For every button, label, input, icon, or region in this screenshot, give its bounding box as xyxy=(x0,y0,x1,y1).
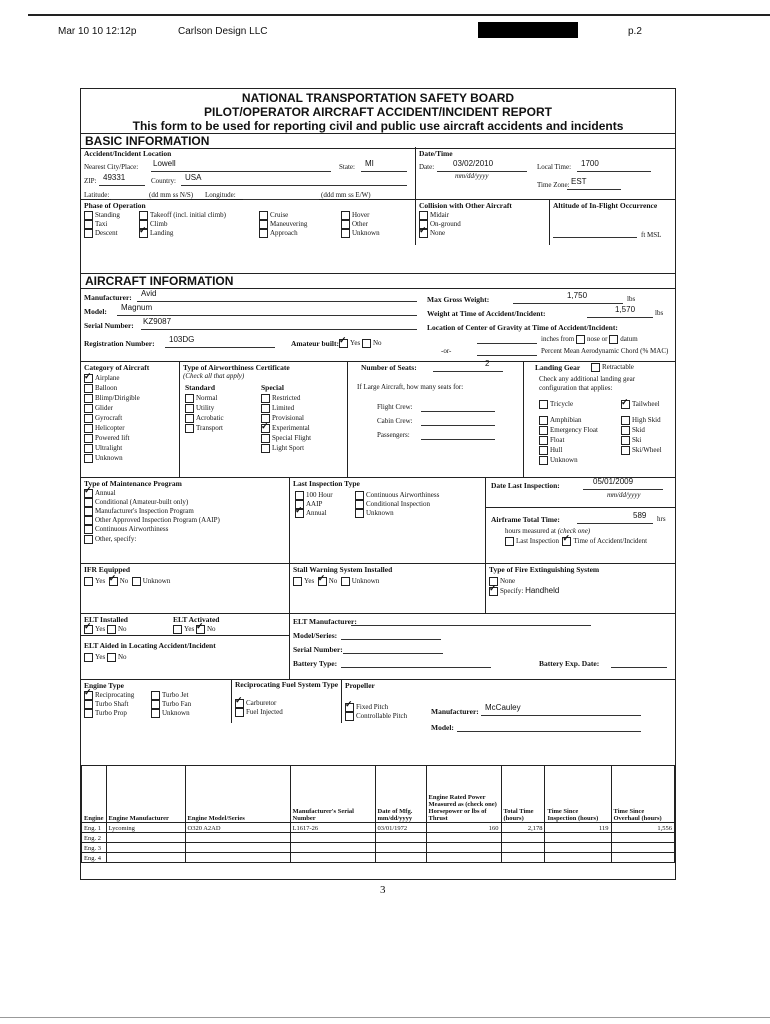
aircraft-id-block: Manufacturer: Avid Model: Magnum Serial Number: KZ9087 Registration Number: 103DG Amateur built: ✓ Yes No Max Gross Weight: 1,750 lbs Weight at Time of Accident/Incident: 1,570 lbs Location of Center of Gravity at Time of Accident/Incident: inches from nose or datum -or- Percent Mean Aerodynamic Chord (% MAC) xyxy=(81,289,675,361)
aft-lastinsp-checkbox[interactable] xyxy=(505,537,514,546)
gear-emergencyfloat-checkbox[interactable] xyxy=(539,426,548,435)
reg-field[interactable]: 103DG xyxy=(169,335,195,344)
ifr-no-checkbox[interactable] xyxy=(109,577,118,586)
fuel-carburetor-checkbox[interactable] xyxy=(235,699,244,708)
bottom-rule xyxy=(0,1017,770,1018)
prop-fixed-checkbox[interactable] xyxy=(345,703,354,712)
elt-battery-label: Battery Type: xyxy=(293,659,338,668)
collision-label: Collision with Other Aircraft xyxy=(419,201,512,210)
cat-blimp-checkbox[interactable] xyxy=(84,394,93,403)
large-label: If Large Aircraft, how many seats for: xyxy=(357,383,464,391)
cat-gyrocraft-checkbox[interactable] xyxy=(84,414,93,423)
amateur-label: Amateur built: xyxy=(291,339,339,348)
cat-unknown-checkbox[interactable] xyxy=(84,454,93,463)
fax-sender: Carlson Design LLC xyxy=(178,26,268,37)
ifr-yes-checkbox[interactable] xyxy=(84,577,93,586)
lat-hint: (dd mm ss N/S) xyxy=(149,191,194,199)
maint-label: Type of Maintenance Program xyxy=(84,479,182,488)
spec-lightsport-checkbox[interactable] xyxy=(261,444,270,453)
elt-model-label: Model/Series: xyxy=(293,631,338,640)
gear-float-checkbox[interactable] xyxy=(539,436,548,445)
prop-label: Propeller xyxy=(345,681,375,690)
table-row: Eng. 1 Lycoming O320 A2AD L1617-26 03/01/1972 160 2,178 119 1,556 xyxy=(82,823,675,833)
elt-serial-label: Serial Number: xyxy=(293,645,343,654)
elt-aided-no-checkbox[interactable] xyxy=(107,653,116,662)
insp-100hr-checkbox[interactable] xyxy=(295,491,304,500)
gear-tricycle-checkbox[interactable] xyxy=(539,400,548,409)
phase-taxi-checkbox[interactable] xyxy=(84,220,93,229)
engtype-turbojet-checkbox[interactable] xyxy=(151,691,160,700)
stall-label: Stall Warning System Installed xyxy=(293,565,393,574)
table-row: Eng. 3 xyxy=(82,843,675,853)
collision-midair-checkbox[interactable] xyxy=(419,211,428,220)
prop-controllable-checkbox[interactable] xyxy=(345,712,354,721)
col-power: Engine Rated Power Measured as (check one) Horsepower or lbs of Thrust xyxy=(426,766,501,823)
section-aircraft-information: AIRCRAFT INFORMATION xyxy=(81,273,675,289)
insp-continuous-checkbox[interactable] xyxy=(355,491,364,500)
maint-annual-checkbox[interactable] xyxy=(84,489,93,498)
prop-mfr-label: Manufacturer: xyxy=(431,707,479,716)
location-label: Accident/Incident Location xyxy=(84,149,172,158)
zip-label: ZIP: xyxy=(84,177,97,185)
insp-conditional-checkbox[interactable] xyxy=(355,500,364,509)
mfr-label: Manufacturer: xyxy=(84,293,132,302)
phase-label: Phase of Operation xyxy=(84,201,146,210)
cg-or: -or- xyxy=(441,347,452,355)
date-label: Date: xyxy=(419,163,435,171)
reg-label: Registration Number: xyxy=(84,339,155,348)
spec-restricted-checkbox[interactable] xyxy=(261,394,270,403)
elt-installed-no-checkbox[interactable] xyxy=(107,625,116,634)
maint-mfr-program-checkbox[interactable] xyxy=(84,507,93,516)
engtype-turbofan-checkbox[interactable] xyxy=(151,700,160,709)
stall-unknown-checkbox[interactable] xyxy=(341,577,350,586)
city-field[interactable]: Lowell xyxy=(153,159,176,168)
col-engine-mfr: Engine Manufacturer xyxy=(106,766,185,823)
phase-standing-checkbox[interactable] xyxy=(84,211,93,220)
std-utility-checkbox[interactable] xyxy=(185,404,194,413)
maint-continuous-checkbox[interactable] xyxy=(84,525,93,534)
lastinsp-format: mm/dd/yyyy xyxy=(607,491,641,499)
col-engine-model: Engine Model/Series xyxy=(185,766,290,823)
prop-model-label: Model: xyxy=(431,723,454,732)
std-normal-checkbox[interactable] xyxy=(185,394,194,403)
std-transport-checkbox[interactable] xyxy=(185,424,194,433)
fuel-injected-checkbox[interactable] xyxy=(235,708,244,717)
header-line1: NATIONAL TRANSPORTATION SAFETY BOARD xyxy=(241,91,515,105)
maintenance-block: Type of Maintenance Program ✓Annual Conditional (Amateur-built only) Manufacturer's Inspection Program Other Approved Inspection Program (AAIP) Continuous Airworthiness Other, specify: Last Inspection Type 100 Hour AAIP ✓Annual Continuous Airworthiness Conditional Inspection Unknown Date Last Inspection: 05/01/2009 mm/dd/yyyy Airframe Total Time: 589 hrs hours measured at (check one) Last Inspection ✓ Time of Accident/Incident xyxy=(81,477,675,563)
fire-specify-checkbox[interactable] xyxy=(489,587,498,596)
state-label: State: xyxy=(339,163,355,171)
fire-label: Type of Fire Extinguishing System xyxy=(489,565,600,574)
phase-takeoff-checkbox[interactable] xyxy=(139,211,148,220)
elt-aided-yes-checkbox[interactable] xyxy=(84,653,93,662)
hours-measured: hours measured at xyxy=(505,527,556,535)
fax-top-rule xyxy=(28,14,770,16)
lat-label: Latitude: xyxy=(84,191,110,199)
table-row: Eng. 2 xyxy=(82,833,675,843)
cg-nose-checkbox[interactable] xyxy=(576,335,585,344)
table-row: Eng. 4 xyxy=(82,853,675,863)
phase-descent-checkbox[interactable] xyxy=(84,229,93,238)
flight-crew-label: Flight Crew: xyxy=(377,403,413,411)
engine-table xyxy=(81,765,675,863)
aft-accident-checkbox[interactable] xyxy=(562,537,571,546)
header-line2: PILOT/OPERATOR AIRCRAFT ACCIDENT/INCIDENT REPORT xyxy=(204,105,552,119)
engtype-label: Engine Type xyxy=(84,681,124,690)
insp-unknown-checkbox[interactable] xyxy=(355,509,364,518)
col-time-since-insp: Time Since Inspection (hours) xyxy=(545,766,611,823)
maint-aaip-checkbox[interactable] xyxy=(84,516,93,525)
cert-label: Type of Airworthiness Certificate xyxy=(183,363,290,372)
mgw-unit: lbs xyxy=(627,295,636,303)
col-engine: Engine xyxy=(82,766,107,823)
date-field[interactable]: 03/02/2010 xyxy=(453,159,494,168)
phase-cruise-checkbox[interactable] xyxy=(259,211,268,220)
woa-field[interactable]: 1,570 xyxy=(615,305,636,314)
basic-block: Accident/Incident Location Nearest City/Place: Lowell State: MI ZIP: 49331 Country: USA Latitude: (dd mm ss N/S) Longitude: (ddd mm ss E/W) Date/Time Date: 03/02/2010 mm/dd/yyyy Local Time: 1700 Time Zone: EST Phase of Operation Standing Taxi Descent Takeoff (incl. initial climb) Climb ✓Landing Cruise Maneuvering Approach Hover Other Unknown Collision with Other Aircraft Midair On-ground ✓None Altitude of In-Flight Occurrence ft MSL xyxy=(81,147,675,245)
category-label: Category of Aircraft xyxy=(84,363,150,372)
engtype-turboshaft-checkbox[interactable] xyxy=(84,700,93,709)
datetime-label: Date/Time xyxy=(419,149,453,158)
cat-helicopter-checkbox[interactable] xyxy=(84,424,93,433)
header-line3: This form to be used for reporting civil and public use aircraft accidents and incidents xyxy=(132,119,624,133)
gear-unknown-checkbox[interactable] xyxy=(539,456,548,465)
phase-landing-checkbox[interactable] xyxy=(139,229,148,238)
elt-activated-yes-checkbox[interactable] xyxy=(173,625,182,634)
gear-hull-checkbox[interactable] xyxy=(539,446,548,455)
elt-activated-no-checkbox[interactable] xyxy=(196,625,205,634)
cg-label: Location of Center of Gravity at Time of Accident/Incident: xyxy=(427,323,618,332)
gear-label: Landing Gear xyxy=(535,363,581,372)
altitude-unit: ft MSL xyxy=(641,231,662,239)
tz-label: Time Zone: xyxy=(537,181,570,189)
country-label: Country: xyxy=(151,177,176,185)
engine-table-header xyxy=(82,766,675,823)
model-label: Model: xyxy=(84,307,107,316)
insp-label: Last Inspection Type xyxy=(293,479,360,488)
mgw-label: Max Gross Weight: xyxy=(427,295,490,304)
maint-conditional-checkbox[interactable] xyxy=(84,498,93,507)
fuel-label: Reciprocating Fuel System Type xyxy=(235,680,339,689)
check-one: (check one) xyxy=(557,527,591,535)
amateur-no-checkbox[interactable] xyxy=(362,339,371,348)
local-time-field[interactable]: 1700 xyxy=(581,159,599,168)
spec-specialflight-checkbox[interactable] xyxy=(261,434,270,443)
model-field[interactable]: Magnum xyxy=(121,303,153,312)
ifr-unknown-checkbox[interactable] xyxy=(132,577,141,586)
mfr-field[interactable]: Avid xyxy=(141,289,157,298)
long-label: Longitude: xyxy=(205,191,236,199)
cg-mac: Percent Mean Aerodynamic Chord (% MAC) xyxy=(541,347,669,355)
elt-mfr-label: ELT Manufacturer: xyxy=(293,617,357,626)
col-total-time: Total Time (hours) xyxy=(501,766,545,823)
gear-highskid-checkbox[interactable] xyxy=(621,416,630,425)
spec-label: Special xyxy=(261,383,284,392)
fax-datetime: Mar 10 10 12:12p xyxy=(58,26,137,37)
col-time-since-overhaul: Time Since Overhaul (hours) xyxy=(611,766,675,823)
state-field[interactable]: MI xyxy=(365,159,374,168)
stall-no-checkbox[interactable] xyxy=(318,577,327,586)
country-field[interactable]: USA xyxy=(185,173,202,182)
elt-installed-yes-checkbox[interactable] xyxy=(84,625,93,634)
aft-unit: hrs xyxy=(657,515,666,523)
maint-other-checkbox[interactable] xyxy=(84,535,93,544)
mgw-field[interactable]: 1,750 xyxy=(567,291,588,300)
cabin-crew-label: Cabin Crew: xyxy=(377,417,413,425)
woa-label: Weight at Time of Accident/Incident: xyxy=(427,309,546,318)
engtype-unknown-checkbox[interactable] xyxy=(151,709,160,718)
ifr-block: IFR Equipped Yes ✓ No Unknown Stall Warning System Installed Yes ✓ No Unknown Type of Fire Extinguishing System None ✓Specify: Handheld xyxy=(81,563,675,613)
prop-mfr-field[interactable]: McCauley xyxy=(485,703,521,712)
cert-hint: (Check all that apply) xyxy=(183,372,245,380)
redaction-block xyxy=(478,22,578,38)
passengers-label: Passengers: xyxy=(377,431,410,439)
engtype-turboprop-checkbox[interactable] xyxy=(84,709,93,718)
cat-glider-checkbox[interactable] xyxy=(84,404,93,413)
gear-tailwheel-checkbox[interactable] xyxy=(621,400,630,409)
collision-none-checkbox[interactable] xyxy=(419,229,428,238)
lastinsp-field[interactable]: 05/01/2009 xyxy=(593,477,634,486)
spec-limited-checkbox[interactable] xyxy=(261,404,270,413)
fax-page: p.2 xyxy=(628,26,642,37)
cg-datum-checkbox[interactable] xyxy=(609,335,618,344)
tz-field[interactable]: EST xyxy=(571,177,587,186)
seats-label: Number of Seats: xyxy=(361,363,417,372)
col-serial: Manufacturer's Serial Number xyxy=(290,766,375,823)
gear-ski-checkbox[interactable] xyxy=(621,436,630,445)
phase-hover-checkbox[interactable] xyxy=(341,211,350,220)
city-label: Nearest City/Place: xyxy=(84,163,139,171)
std-label: Standard xyxy=(185,383,216,392)
elt-installed-label: ELT Installed xyxy=(84,615,128,624)
cat-ultralight-checkbox[interactable] xyxy=(84,444,93,453)
col-date-mfg: Date of Mfg. mm/dd/yyyy xyxy=(375,766,426,823)
aft-field[interactable]: 589 xyxy=(633,511,647,520)
insp-annual-checkbox[interactable] xyxy=(295,509,304,518)
stall-yes-checkbox[interactable] xyxy=(293,577,302,586)
gear-retractable-checkbox[interactable] xyxy=(591,363,600,372)
zip-field[interactable]: 49331 xyxy=(103,173,126,182)
cat-poweredlift-checkbox[interactable] xyxy=(84,434,93,443)
long-hint: (ddd mm ss E/W) xyxy=(321,191,371,199)
spec-experimental-checkbox[interactable] xyxy=(261,424,270,433)
gear-hint: Check any additional landing gear configuration that applies: xyxy=(539,375,636,392)
page-number: 3 xyxy=(380,884,386,896)
serial-label: Serial Number: xyxy=(84,321,134,330)
seats-field[interactable]: 2 xyxy=(485,359,490,368)
gear-skid-checkbox[interactable] xyxy=(621,426,630,435)
amateur-yes-checkbox[interactable] xyxy=(339,339,348,348)
gear-amphibian-checkbox[interactable] xyxy=(539,416,548,425)
engtype-recip-checkbox[interactable] xyxy=(84,691,93,700)
form-header xyxy=(81,91,675,133)
cat-airplane-checkbox[interactable] xyxy=(84,374,93,383)
phase-maneuvering-checkbox[interactable] xyxy=(259,220,268,229)
elt-aided-label: ELT Aided in Locating Accident/Incident xyxy=(84,641,216,650)
local-time-label: Local Time: xyxy=(537,163,572,171)
fire-specify-field[interactable]: Handheld xyxy=(525,586,560,596)
engine-type-block: Engine Type ✓Reciprocating Turbo Shaft Turbo Prop Turbo Jet Turbo Fan Unknown Reciprocating Fuel System Type ✓Carburetor Fuel Injected Propeller ✓Fixed Pitch Controllable Pitch Manufacturer: McCauley Model: xyxy=(81,679,675,765)
elt-battexp-label: Battery Exp. Date: xyxy=(539,659,600,668)
cat-balloon-checkbox[interactable] xyxy=(84,384,93,393)
phase-other-checkbox[interactable] xyxy=(341,220,350,229)
accident-report-form xyxy=(80,88,676,880)
std-acrobatic-checkbox[interactable] xyxy=(185,414,194,423)
phase-approach-checkbox[interactable] xyxy=(259,229,268,238)
elt-block: ELT Installed ✓Yes No ELT Activated Yes ✓ No ELT Aided in Locating Accident/Incident Yes No ELT Manufacturer: Model/Series: Serial Number: Battery Type: Battery Exp. Date: xyxy=(81,613,675,679)
elt-activated-label: ELT Activated xyxy=(173,615,220,624)
aft-label: Airframe Total Time: xyxy=(491,515,560,524)
ifr-label: IFR Equipped xyxy=(84,565,131,574)
lastinsp-label: Date Last Inspection: xyxy=(491,481,560,490)
section-basic-information: BASIC INFORMATION xyxy=(81,133,675,149)
serial-field[interactable]: KZ9087 xyxy=(143,317,172,326)
altitude-label: Altitude of In-Flight Occurrence xyxy=(553,201,658,210)
phase-unknown-checkbox[interactable] xyxy=(341,229,350,238)
woa-unit: lbs xyxy=(655,309,664,317)
gear-skiwheel-checkbox[interactable] xyxy=(621,446,630,455)
category-block: Category of Aircraft ✓Airplane Balloon Blimp/Dirigible Glider Gyrocraft Helicopter Powered lift Ultralight Unknown Type of Airworthiness Certificate (Check all that apply) Standard Normal Utility Acrobatic Transport Special Restricted Limited Provisional ✓Experimental Special Flight Light Sport Number of Seats: 2 If Large Aircraft, how many seats for: Flight Crew: Cabin Crew: Passengers: Landing Gear Retractable Check any additional landing gear configuration that applies: Tricycle Amphibian Emergency Float Float Hull Unknown ✓Tailwheel High Skid Skid Ski Ski/Wheel xyxy=(81,361,675,477)
date-format: mm/dd/yyyy xyxy=(455,172,489,180)
